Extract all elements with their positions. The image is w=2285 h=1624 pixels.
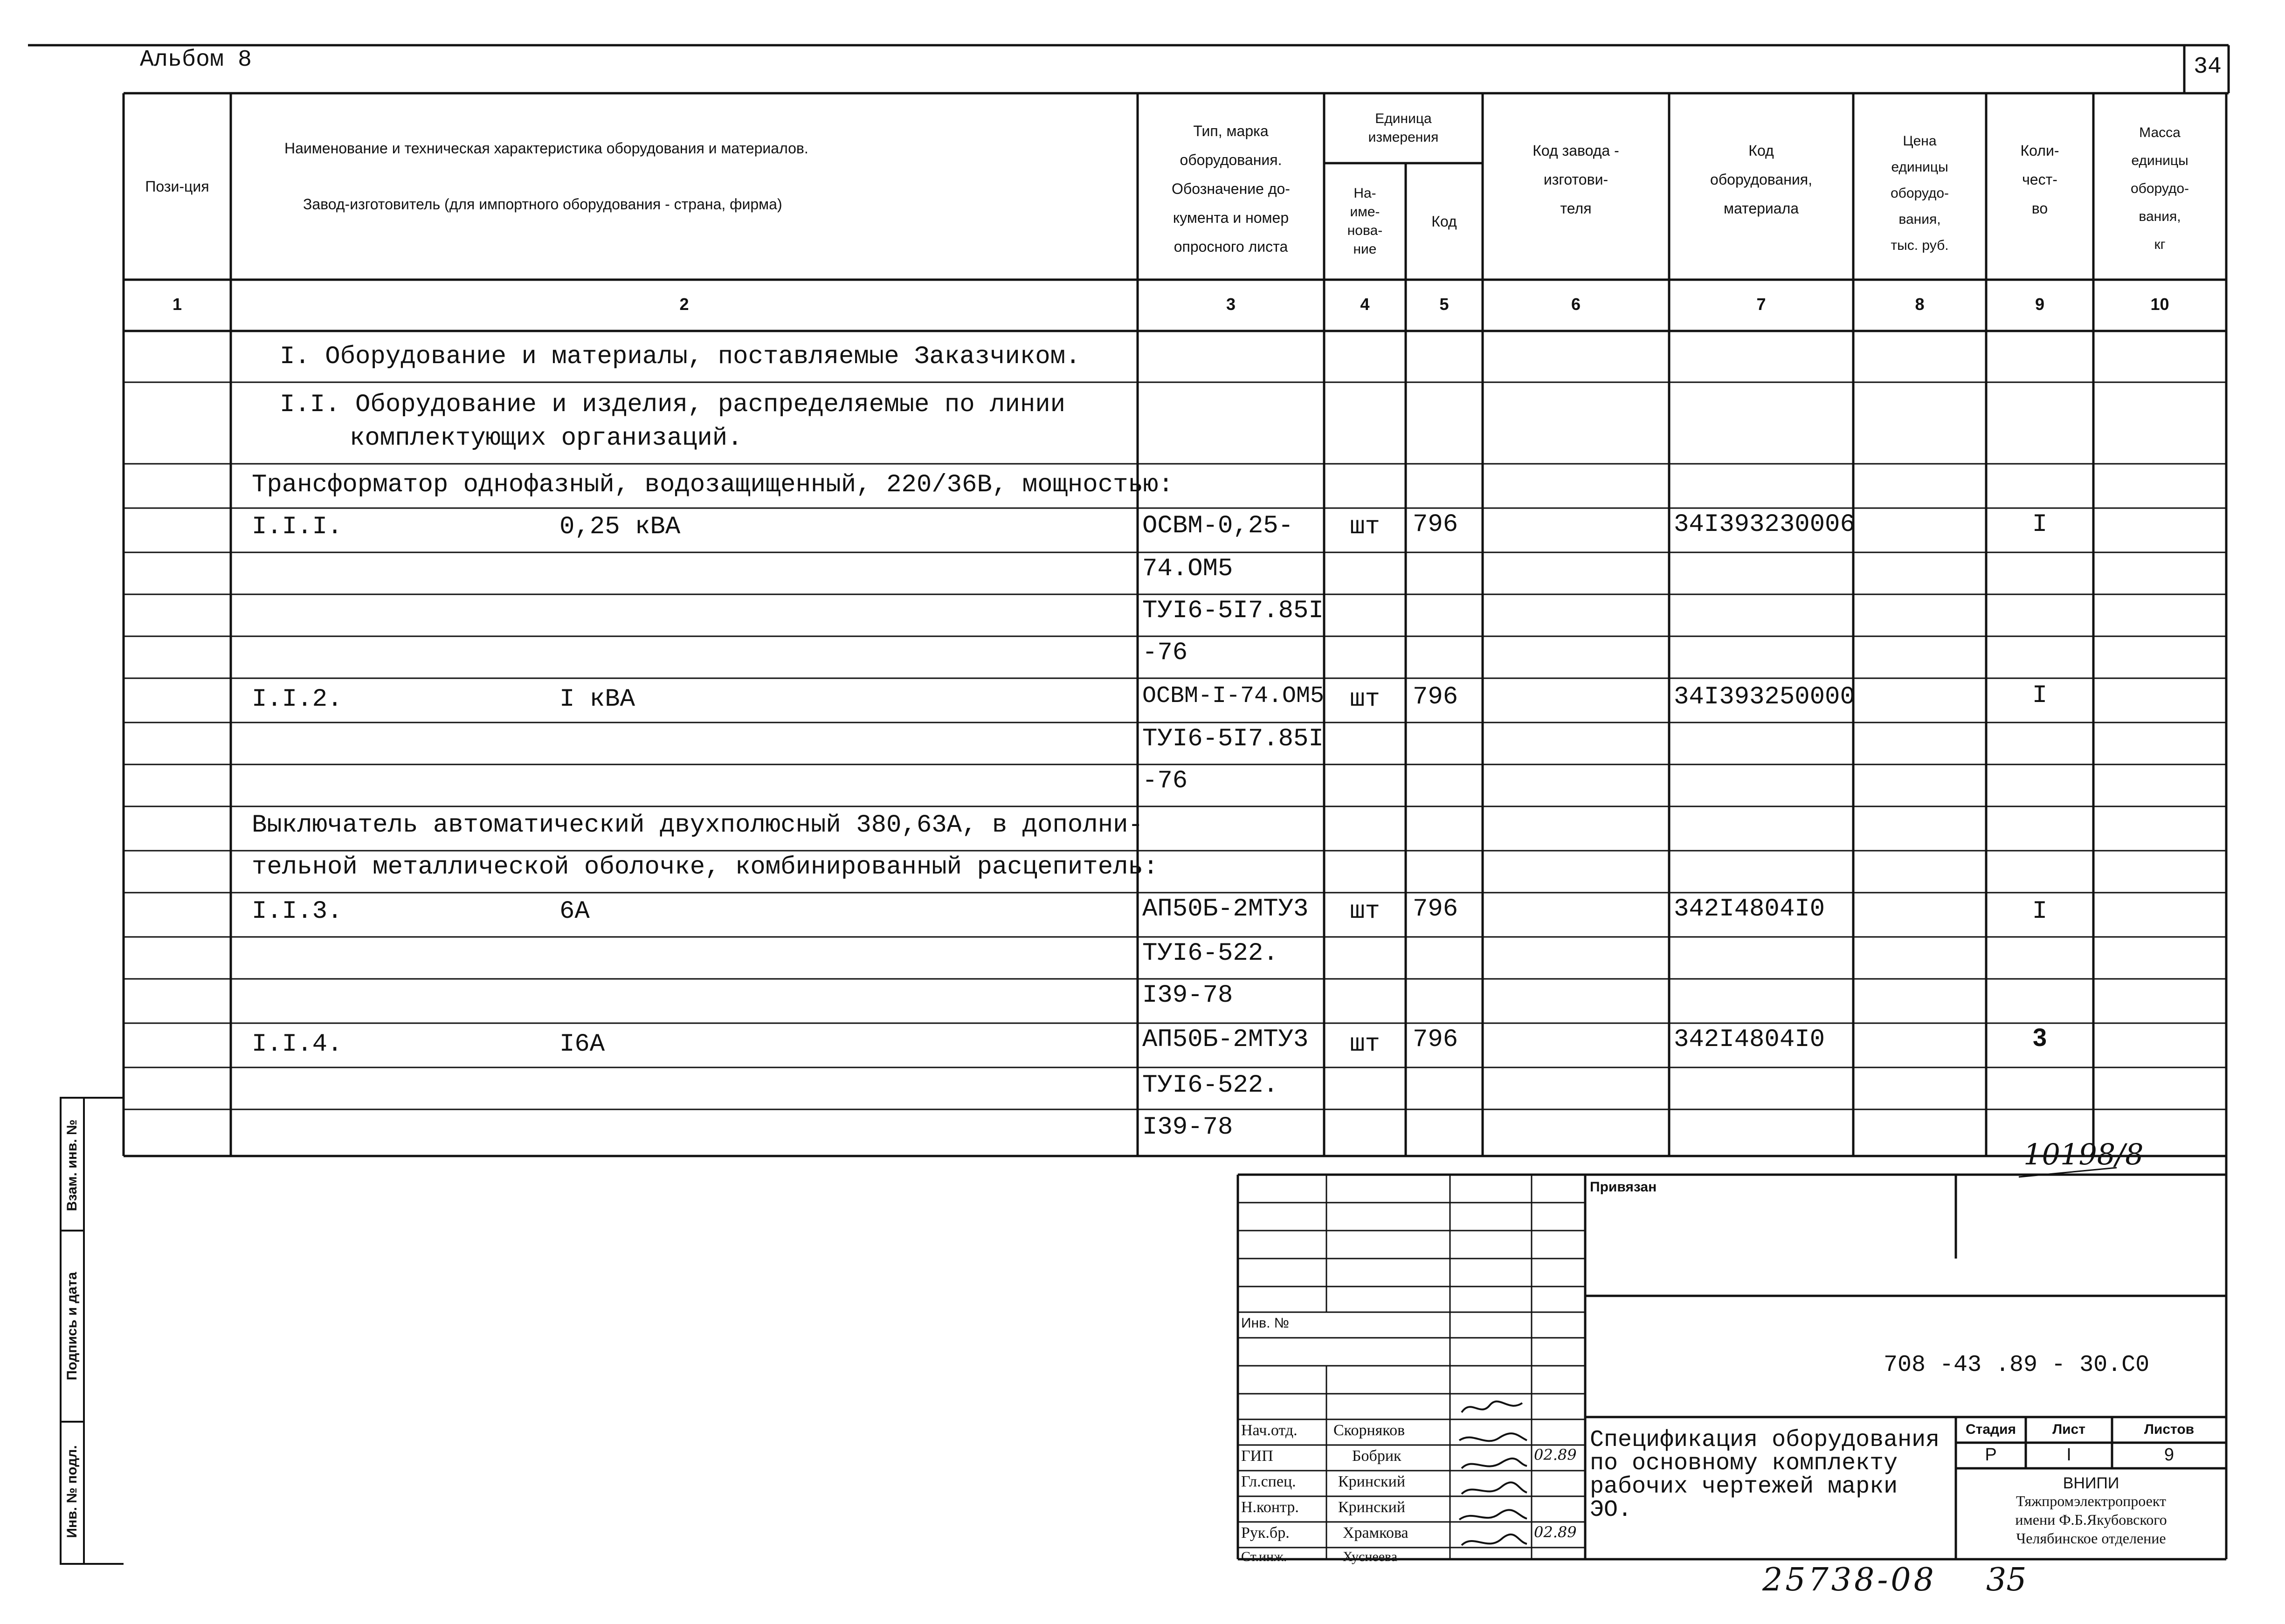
header-col10-l3: оборудо-	[2130, 181, 2189, 196]
role-5: Рук.бр.	[1241, 1524, 1290, 1541]
date-rukbr: 02.89	[1534, 1523, 1577, 1541]
item3-type-l3: I39-78	[1142, 981, 1233, 1010]
header-col7-l2: оборудования,	[1710, 171, 1812, 188]
item3-material-code: 342I4804I0	[1674, 895, 1825, 923]
header-col4-l4: ние	[1353, 241, 1377, 257]
item4-type-l2: ТУI6-522.	[1142, 1071, 1278, 1100]
name-3: Кринский	[1338, 1473, 1406, 1490]
organization-l3: имени Ф.Б.Якубовского	[2015, 1511, 2167, 1528]
header-col2-line1: Наименование и техническая характеристика оборудования и материалов.	[284, 140, 808, 157]
item2-material-code: 34I393250000	[1674, 683, 1855, 711]
header-col3-l1: Тип, марка	[1193, 123, 1269, 139]
col-number-1: 1	[172, 295, 182, 314]
col-number-4: 4	[1360, 295, 1370, 314]
item4-type-l3: I39-78	[1142, 1113, 1233, 1142]
header-col6-l2: изготови-	[1543, 171, 1608, 188]
header-col6-l3: теля	[1560, 200, 1592, 217]
col-number-5: 5	[1439, 295, 1449, 314]
side-replacement-inv: Взам. инв. №	[64, 1119, 80, 1211]
section-1-title: I. Оборудование и материалы, поставляемые Заказчиком.	[280, 343, 1081, 371]
side-signature-date: Подпись и дата	[64, 1272, 80, 1381]
item2-unit: шт	[1350, 685, 1380, 714]
switch-title-b: тельной металлической оболочке, комбинированный расцепитель:	[252, 853, 1159, 881]
sheets-value: 9	[2164, 1445, 2175, 1465]
header-col7	[1669, 117, 1853, 242]
item3-quantity: I	[2032, 897, 2048, 926]
name-2: Бобрик	[1352, 1447, 1401, 1465]
role-6: Ст.инж.	[1241, 1549, 1287, 1564]
item4-material-code: 342I4804I0	[1674, 1025, 1825, 1054]
col-number-9: 9	[2035, 295, 2045, 314]
item1-material-code: 34I393230006	[1674, 510, 1855, 539]
item1-type-l1: ОСВМ-0,25-	[1142, 512, 1294, 540]
header-col7-l1: Код	[1748, 142, 1774, 159]
inventory-stamp: 10198/8	[2023, 1137, 2144, 1171]
document-code: 708 -43 .89 - 30.С0	[1884, 1352, 2150, 1378]
signature-5	[1459, 1510, 1527, 1520]
page-number: 34	[2193, 54, 2222, 80]
stage-header: Стадия	[1965, 1422, 2016, 1437]
signature-4	[1462, 1482, 1527, 1494]
item4-quantity: 3	[2032, 1024, 2047, 1052]
header-col5-text: Код	[1431, 213, 1457, 230]
item1-name: 0,25 кВА	[559, 513, 681, 541]
header-unit-text: Единица измерения	[1368, 111, 1439, 145]
name-1: Скорняков	[1333, 1422, 1405, 1439]
bottom-page-number: 35	[1986, 1562, 2027, 1598]
section-11-title-a: I.I. Оборудование и изделия, распределяемые по линии	[280, 391, 1066, 419]
header-col3-l4: кумента и номер	[1173, 209, 1289, 226]
header-col8	[1853, 112, 1986, 275]
organization-l1: ВНИПИ	[2063, 1474, 2119, 1492]
col-number-8: 8	[1915, 295, 1925, 314]
item2-type-l1: ОСВМ-I-74.ОМ5	[1142, 683, 1325, 709]
item3-unit-code: 796	[1413, 895, 1458, 923]
header-col10-l4: вания,	[2139, 209, 2181, 224]
doc-title-l4: ЭО.	[1590, 1497, 1632, 1523]
col-number-3: 3	[1226, 295, 1236, 314]
item2-quantity: I	[2032, 681, 2048, 710]
header-col6	[1483, 117, 1669, 242]
side-original-inv: Инв. № подл.	[64, 1445, 80, 1538]
role-3: Гл.спец.	[1241, 1473, 1296, 1490]
header-col8-l2: единицы	[1891, 159, 1948, 175]
item3-type-l2: ТУI6-522.	[1142, 939, 1278, 968]
name-5: Храмкова	[1343, 1524, 1408, 1541]
item4-name: I6А	[559, 1030, 605, 1059]
item4-type-l1: АП50Б-2МТУ3	[1142, 1025, 1309, 1054]
col-number-10: 10	[2150, 295, 2169, 314]
header-col10-l2: единицы	[2131, 153, 2188, 168]
organization-l4: Челябинское отделение	[2016, 1530, 2166, 1547]
header-col9-l2: чест-	[2022, 171, 2057, 188]
item4-unit-code: 796	[1413, 1025, 1458, 1054]
item1-unit-code: 796	[1413, 510, 1458, 539]
doc-title-l2: по основному комплекту	[1590, 1450, 1898, 1477]
sheets-header: Листов	[2144, 1422, 2195, 1437]
item2-type-l2: ТУI6-5I7.85I	[1142, 725, 1324, 753]
header-col2-line2: Завод-изготовитель (для импортного оборудования - страна, фирма)	[303, 196, 782, 213]
header-col4	[1324, 168, 1406, 275]
header-col7-l3: материала	[1723, 200, 1799, 217]
signatures	[1452, 1394, 1532, 1559]
organization-l2: Тяжпромэлектропроект	[2016, 1493, 2166, 1509]
col-number-2: 2	[679, 295, 689, 314]
signature-3	[1462, 1459, 1527, 1468]
date-gip: 02.89	[1534, 1446, 1577, 1464]
col-number-6: 6	[1571, 295, 1581, 314]
sheet-value: I	[2066, 1445, 2071, 1465]
header-col1	[124, 93, 231, 280]
header-col3	[1138, 103, 1324, 275]
header-col4-l1: На-	[1353, 186, 1376, 201]
doc-title-l1: Спецификация оборудования	[1590, 1427, 1940, 1453]
item2-type-l3: -76	[1142, 767, 1188, 795]
item2-position: I.I.2.	[252, 685, 343, 714]
header-col4-l2: име-	[1350, 204, 1380, 220]
header-unit	[1324, 98, 1483, 158]
item2-unit-code: 796	[1413, 683, 1458, 711]
header-col8-l4: вания,	[1898, 212, 1941, 227]
header-col3-l3: Обозначение до-	[1172, 180, 1290, 197]
item1-unit: шт	[1350, 513, 1380, 541]
header-col6-l1: Код завода -	[1533, 142, 1619, 159]
item3-type-l1: АП50Б-2МТУ3	[1142, 895, 1309, 923]
col-number-7: 7	[1756, 295, 1766, 314]
album-label: Альбом 8	[140, 47, 252, 73]
section-11-title-b: комплектующих организаций.	[350, 424, 743, 453]
stage-value: Р	[1985, 1445, 1997, 1465]
signature-6	[1462, 1535, 1527, 1545]
header-col9-l1: Коли-	[2020, 142, 2059, 159]
header-col8-l1: Цена	[1903, 133, 1937, 149]
switch-title-a: Выключатель автоматический двухполюсный 380,63А, в дополни-	[252, 811, 1143, 840]
role-1: Нач.отд.	[1241, 1422, 1298, 1439]
item1-quantity: I	[2032, 510, 2048, 539]
transformer-title: Трансформатор однофазный, водозащищенный, 220/36В, мощностью:	[252, 471, 1174, 499]
header-col5	[1406, 168, 1483, 275]
item3-unit: шт	[1350, 897, 1380, 926]
item1-type-l3: ТУI6-5I7.85I	[1142, 597, 1324, 625]
header-col3-l2: оборудования.	[1180, 151, 1282, 168]
header-col1-text: Пози-ция	[145, 178, 209, 195]
item1-type-l2: 74.ОМ5	[1142, 555, 1233, 583]
header-col8-l3: оборудо-	[1890, 186, 1949, 201]
privyazan-label: Привязан	[1590, 1179, 1657, 1195]
item1-position: I.I.I.	[252, 513, 343, 541]
header-col4-l3: нова-	[1347, 223, 1383, 238]
header-col8-l5: тыс. руб.	[1891, 238, 1949, 253]
name-4: Кринский	[1338, 1499, 1406, 1516]
item2-name: I кВА	[559, 685, 635, 714]
header-col9-l3: во	[2031, 200, 2048, 217]
signature-1	[1462, 1401, 1522, 1412]
role-2: ГИП	[1241, 1447, 1273, 1465]
header-col9	[1986, 117, 2093, 242]
item4-position: I.I.4.	[252, 1030, 343, 1059]
header-col10-l1: Масса	[2139, 125, 2181, 140]
doc-title-l3: рабочих чертежей марки	[1590, 1473, 1898, 1500]
item1-type-l4: -76	[1142, 639, 1188, 667]
header-col3-l5: опросного листа	[1174, 238, 1288, 255]
header-col10-l5: кг	[2154, 237, 2166, 252]
inv-no-label: Инв. №	[1241, 1315, 1289, 1331]
name-6: Хуснеева	[1343, 1549, 1398, 1564]
item3-position: I.I.3.	[252, 897, 343, 926]
signature-2	[1459, 1433, 1527, 1441]
item4-unit: шт	[1350, 1030, 1380, 1059]
sheet-header: Лист	[2052, 1422, 2085, 1437]
header-col10	[2093, 103, 2226, 275]
role-4: Н.контр.	[1241, 1499, 1299, 1516]
bottom-archive-number: 25738-08	[1762, 1562, 1937, 1598]
item3-name: 6А	[559, 897, 590, 926]
